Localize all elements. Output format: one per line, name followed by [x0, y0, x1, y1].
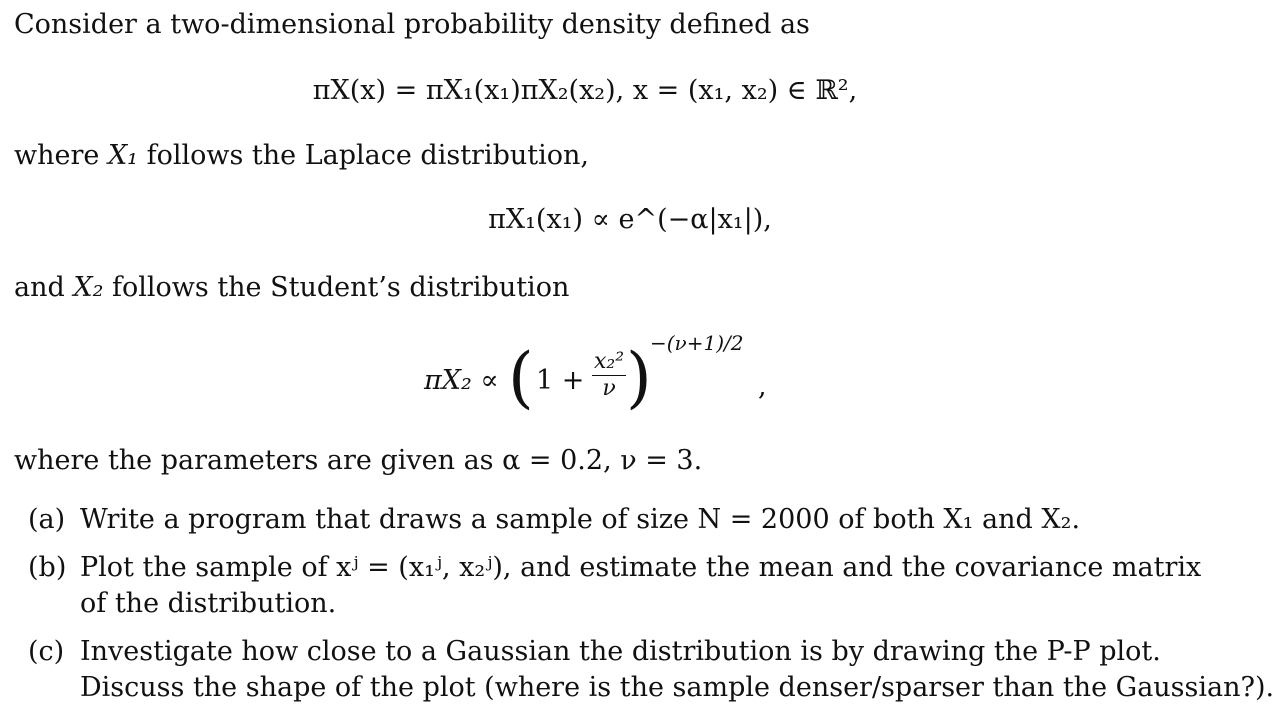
variable-x2: X₂: [73, 272, 104, 303]
list-item-a: [28, 502, 1080, 538]
variable-x1: X₁: [107, 140, 138, 171]
item-label-b: (b): [28, 552, 67, 583]
list-item-c: [28, 634, 1161, 670]
list-item-b: [28, 550, 1201, 586]
intro-text: Consider a two-dimensional probability density defined as: [14, 9, 810, 40]
item-label-c: (c): [28, 636, 65, 667]
student-intro: [14, 271, 569, 305]
laplace-intro-suffix: follows the Laplace distribution,: [138, 140, 589, 171]
student-exponent: −(ν+1)/2: [650, 331, 744, 355]
student-intro-prefix: and: [14, 272, 74, 303]
item-text-c-line1: Investigate how close to a Gaussian the distribution is by drawing the P-P plot.: [80, 636, 1161, 667]
left-paren-icon: (: [508, 339, 534, 416]
equation-student: [420, 333, 780, 423]
student-trailing-comma: ,: [758, 371, 767, 402]
item-text-c-line2: Discuss the shape of the plot (where is the sample denser/sparser than the Gaussian?).: [80, 672, 1275, 703]
student-lhs: πX₂ ∝: [424, 365, 499, 396]
laplace-intro-prefix: where: [14, 140, 108, 171]
fraction-denominator: ν: [602, 376, 616, 401]
item-text-a: Write a program that draws a sample of size N = 2000 of both X₁ and X₂.: [80, 504, 1081, 535]
equation-joint-density: πX(x) = πX₁(x₁)πX₂(x₂), x = (x₁, x₂) ∈ ℝ²,: [312, 75, 858, 106]
item-label-a: (a): [28, 504, 66, 535]
parameters-text: where the parameters are given as α = 0.2, ν = 3.: [14, 445, 703, 476]
fraction-numerator: x₂²: [594, 349, 625, 374]
student-intro-suffix: follows the Student’s distribution: [103, 272, 570, 303]
laplace-intro: [14, 139, 589, 173]
equation-laplace: πX₁(x₁) ∝ e^(−α|x₁|),: [488, 204, 772, 235]
student-fraction: [592, 349, 626, 402]
right-paren-icon: ): [626, 339, 652, 416]
item-text-b-line1: Plot the sample of xʲ = (x₁ʲ, x₂ʲ), and estimate the mean and the covariance matrix: [80, 552, 1202, 583]
item-text-b-line2: of the distribution.: [80, 588, 337, 619]
student-one-plus: 1 +: [536, 365, 585, 396]
